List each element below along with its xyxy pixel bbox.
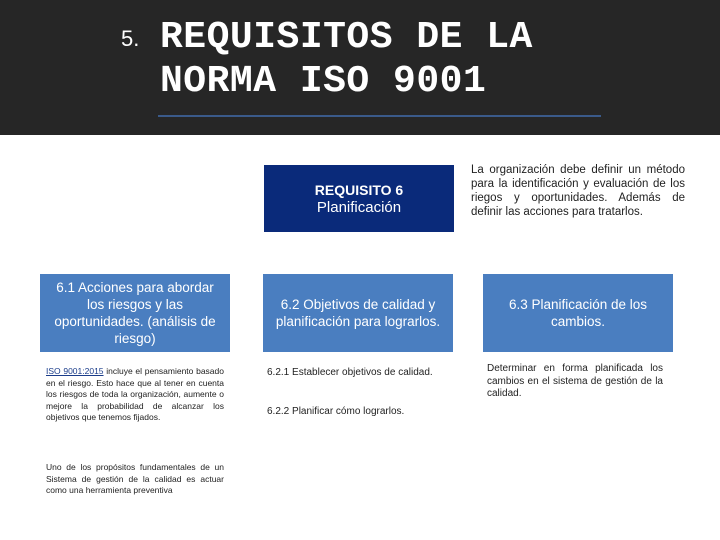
requirement-box <box>264 165 454 232</box>
iso-reference-link[interactable]: ISO 9001:2015 <box>46 366 104 376</box>
title-banner <box>0 0 720 135</box>
section-6-3-title: 6.3 Planificación de los cambios. <box>508 297 648 329</box>
section-number: 5. <box>121 26 140 51</box>
requirement-name: Planificación <box>316 198 402 216</box>
section-6-3-text: Determinar en forma planificada los cambios en el sistema de gestión de la calidad. <box>487 363 663 399</box>
section-6-2-box <box>263 274 453 352</box>
title-underline <box>158 115 601 117</box>
section-6-2-title: 6.2 Objetivos de calidad y planificación para lograrlos. <box>275 297 441 329</box>
section-6-2-1-item: 6.2.1 Establecer objetivos de calidad. <box>267 367 433 378</box>
slide-title-line-2: NORMA ISO 9001 <box>160 60 487 103</box>
section-6-1-title: 6.1 Acciones para abordar los riesgos y las oportunidades. (análisis de riesgo) <box>54 280 216 346</box>
section-6-1-box <box>40 274 230 352</box>
section-6-1-text-2: Uno de los propósitos fundamentales de un Sistema de gestión de la calidad es actuar como una herramienta preventiva <box>46 462 224 495</box>
slide-title-line-1: REQUISITOS DE LA <box>160 16 533 59</box>
requirement-label: REQUISITO 6 <box>314 181 404 198</box>
section-6-1-text-1 <box>46 366 224 424</box>
requirement-description: La organización debe definir un método para la identificación y evaluación de los riegos y oportunidades. Además de definir las acciones para tratarlos. <box>471 164 685 218</box>
section-6-2-2-item: 6.2.2 Planificar cómo lograrlos. <box>267 406 405 417</box>
section-6-3-box <box>483 274 673 352</box>
section-6-1-text-1-body: incluye el pensamiento basado en el riesgo. Esto hace que al tener en cuenta los riesgos de toda la organización, aumente o mejore la probabilidad de alcanzar los objetivos que tenemos fijados. <box>46 366 224 422</box>
